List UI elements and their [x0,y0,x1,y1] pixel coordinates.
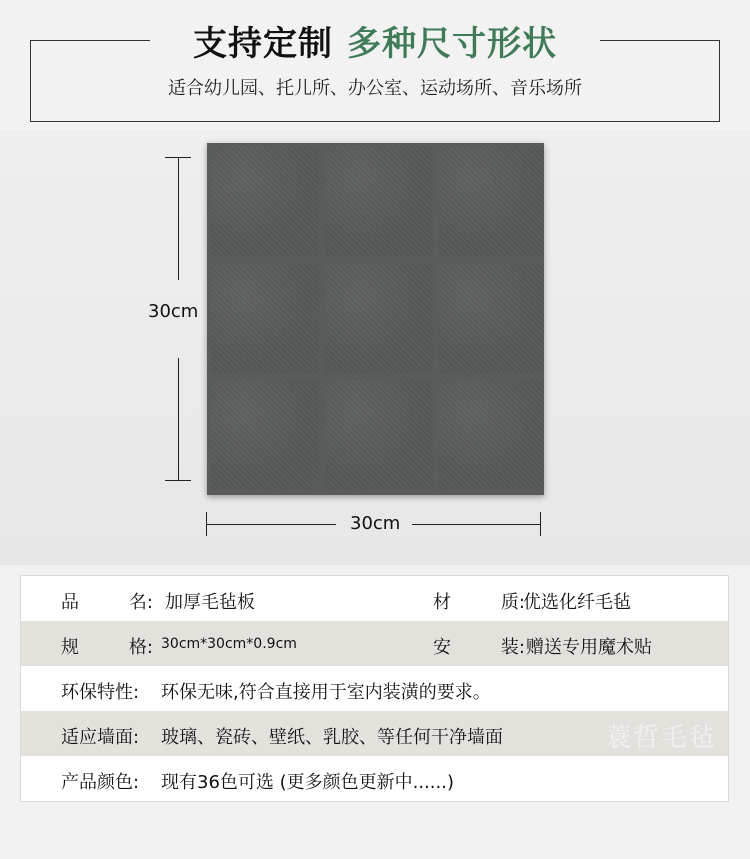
felt-panel-image [207,143,544,495]
height-dimension-tick-bottom [165,480,191,481]
felt-tile [439,380,544,490]
spec-value-name: 加厚毛毡板 [165,592,255,613]
spec-label-color: 产品颜色: [61,772,140,793]
page-title [150,16,600,65]
spec-value-color: 现有36色可选 (更多颜色更新中......) [161,772,454,793]
spec-row-wall [21,711,728,756]
spec-value-wall: 玻璃、瓷砖、壁纸、乳胶、等任何干净墙面 [161,727,503,748]
usage-subtitle: 适合幼儿园、托儿所、办公室、运动场所、音乐场所 [168,78,582,99]
spec-value-material: 优选化纤毛毡 [523,592,631,613]
felt-tile [211,146,319,256]
spec-row-color [21,756,728,801]
width-dimension-line [412,524,540,525]
felt-tile [439,146,544,256]
width-dimension-line [206,524,336,525]
title-customizable: 支持定制 [193,24,333,64]
spec-value-eco: 环保无味,符合直接用于室内装潢的要求。 [161,682,491,703]
height-dimension-line [178,358,179,480]
felt-tile [325,263,433,373]
spec-row-eco [21,666,728,711]
spec-label-install: 安 装: [433,637,525,658]
spec-label-name: 品 名: [61,592,153,613]
felt-tile [439,263,544,373]
spec-label-eco: 环保特性: [61,682,140,703]
brand-watermark: 蓑哲毛毡 [605,723,718,753]
spec-value-install: 赠送专用魔术贴 [526,637,652,658]
felt-tile [211,263,319,373]
width-dimension-tick-right [540,512,541,536]
spec-label-material: 材 质: [433,592,525,613]
felt-tile [325,380,433,490]
spec-table [20,575,729,802]
felt-tile [325,146,433,256]
width-dimension-label: 30cm [350,513,401,534]
spec-row-size-install [21,621,728,666]
height-dimension-line [178,157,179,280]
height-dimension-label: 30cm [148,301,199,322]
spec-label-wall: 适应墙面: [61,727,140,748]
felt-tile [211,380,319,490]
spec-value-size: 30cm*30cm*0.9cm [161,636,297,652]
spec-row-name-material [21,576,728,621]
spec-label-size: 规 格: [61,637,153,658]
title-sizes-shapes: 多种尺寸形状 [347,24,557,64]
